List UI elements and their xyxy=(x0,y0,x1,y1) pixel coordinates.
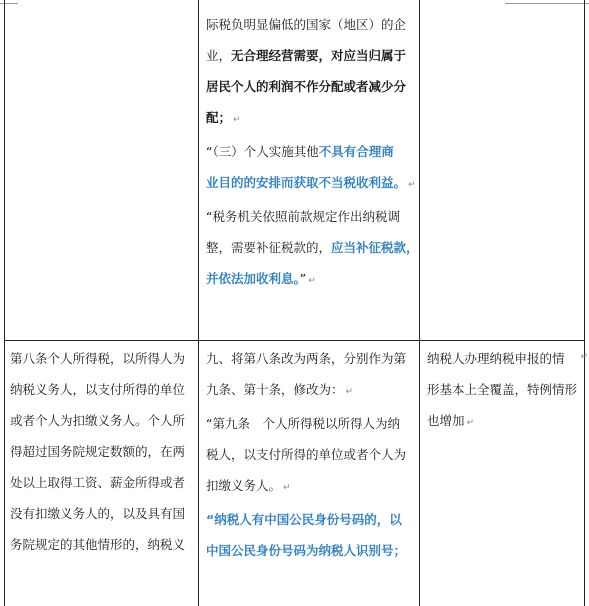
table-border-left xyxy=(4,0,5,606)
ruler-mark-right xyxy=(505,3,589,4)
text-line xyxy=(10,529,185,560)
text-run: 际税负明显偏低的国家（地区）的企 xyxy=(206,17,407,32)
text-line xyxy=(206,232,419,263)
text-line xyxy=(206,201,419,232)
row2-right-cell xyxy=(427,343,577,439)
cell-lines xyxy=(427,343,577,439)
text-run: ” xyxy=(299,271,307,286)
text-run: 应当补征税款， xyxy=(331,240,419,255)
text-run: 无合理经营需要，对应当归属于 xyxy=(231,48,407,63)
row2-middle-cell xyxy=(206,343,406,566)
text-run: “（三）个人实施其他 xyxy=(206,144,319,159)
table-row-divider xyxy=(4,340,585,341)
row-end-mark: ↵ xyxy=(580,352,588,362)
text-run: 第八条个人所得税，以所得人为 xyxy=(10,351,186,366)
text-run: 业， xyxy=(206,48,232,63)
text-line xyxy=(427,405,577,439)
text-run: 九、将第八条改为两条，分别作为第 xyxy=(206,351,407,366)
text-run: 并依法加收利息。 xyxy=(206,271,300,286)
text-run: “第九条 个人所得税以所得人为纳 xyxy=(206,416,400,431)
text-run: 业目的的安排而获取不当税收利益。 xyxy=(206,175,407,190)
text-run: 处以上取得工资、薪金所得或者 xyxy=(10,475,186,490)
row2-left-cell xyxy=(10,343,185,560)
paragraph-mark: ↵ xyxy=(283,483,291,493)
text-line xyxy=(206,470,406,504)
text-line xyxy=(206,102,419,136)
text-line xyxy=(206,9,419,40)
text-run: 得超过国务院规定数额的，在两 xyxy=(10,444,186,459)
table-border-right xyxy=(584,0,585,606)
cell-lines xyxy=(206,9,419,297)
text-line xyxy=(10,343,185,374)
text-run: 中国公民身份号码为纳税人识别号； xyxy=(206,543,407,558)
text-run: 纳税义务人，以支付所得的单位 xyxy=(10,382,186,397)
text-line xyxy=(206,71,419,102)
text-line xyxy=(10,467,185,498)
row1-middle-cell xyxy=(206,9,419,297)
paragraph-mark: ↵ xyxy=(466,418,475,428)
text-run: 税人，以支付所得的单位或者个人为 xyxy=(206,447,407,462)
text-line xyxy=(206,167,419,201)
cell-lines xyxy=(206,343,406,566)
text-line xyxy=(206,374,406,408)
text-run: “纳税人有中国公民身份号码的，以 xyxy=(206,512,402,527)
text-line xyxy=(427,374,577,405)
text-line xyxy=(206,439,406,470)
text-line xyxy=(10,405,185,436)
text-line xyxy=(10,498,185,529)
text-run: 形基本上全覆盖，特例情形 xyxy=(427,382,578,397)
text-run: 没有扣缴义务人的，以及具有国 xyxy=(10,506,186,521)
text-run: 纳税人办理纳税申报的情 xyxy=(427,351,565,366)
text-run: 配； xyxy=(206,110,232,125)
ruler-mark-left xyxy=(0,3,18,4)
text-line xyxy=(206,535,406,566)
text-run: 也增加 xyxy=(427,413,465,428)
text-run: 务院规定的其他情形的，纳税义 xyxy=(10,537,186,552)
text-line xyxy=(206,343,406,374)
text-line xyxy=(206,136,419,167)
text-line xyxy=(206,504,406,535)
text-run: 不具有合理商 xyxy=(318,144,394,159)
cell-lines xyxy=(10,343,185,560)
paragraph-mark: ↵ xyxy=(308,276,316,286)
table-border-col2 xyxy=(419,0,420,606)
text-line xyxy=(427,343,577,374)
text-run: 扣缴义务人。 xyxy=(206,478,282,493)
text-line xyxy=(206,40,419,71)
text-run: 居民个人的利润不作分配或者减少分 xyxy=(206,79,407,94)
text-run: 九条、第十条，修改为： xyxy=(206,382,344,397)
paragraph-mark: ↵ xyxy=(408,180,416,190)
text-run: 整，需要补征税款的， xyxy=(206,240,332,255)
text-run: “税务机关依照前款规定作出纳税调 xyxy=(206,209,400,224)
table-border-col1 xyxy=(198,0,199,606)
text-line xyxy=(10,374,185,405)
text-run: 或者个人为扣缴义务人。个人所 xyxy=(10,413,186,428)
text-line xyxy=(10,436,185,467)
text-line xyxy=(206,408,406,439)
paragraph-mark: ↵ xyxy=(345,387,354,397)
paragraph-mark: ↵ xyxy=(233,115,241,125)
text-line xyxy=(206,263,419,297)
